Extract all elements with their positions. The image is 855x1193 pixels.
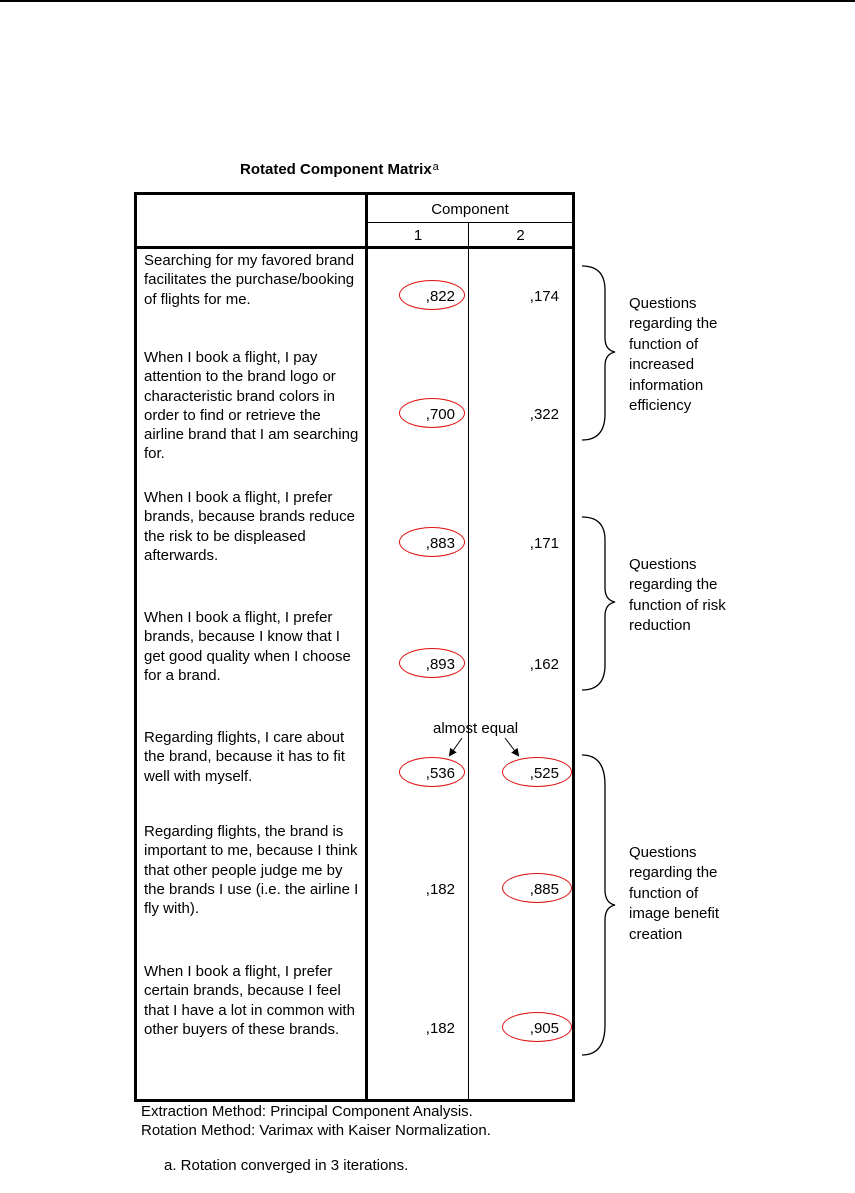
component-header: Component bbox=[431, 201, 509, 218]
loading-c1: ,182 bbox=[425, 1020, 455, 1037]
loading-c2: ,162 bbox=[529, 656, 559, 673]
loading-c2: ,905 bbox=[529, 1020, 559, 1037]
rotation-method-note: Rotation Method: Varimax with Kaiser Normalization. bbox=[141, 1122, 491, 1139]
loading-c1: ,182 bbox=[425, 881, 455, 898]
loading-c1: ,700 bbox=[425, 406, 455, 423]
row-label: Regarding flights, I care about the brand, because it has to fit well with myself. bbox=[144, 729, 345, 785]
loading-c1: ,893 bbox=[425, 656, 455, 673]
loading-c1: ,822 bbox=[425, 288, 455, 305]
loading-c2: ,171 bbox=[529, 535, 559, 552]
brace-risk-reduction bbox=[582, 517, 615, 690]
footnote-a: a. Rotation converged in 3 iterations. bbox=[164, 1157, 409, 1174]
group-label-risk-reduction: Questions regarding the function of risk reduction bbox=[629, 556, 726, 635]
row-label: When I book a flight, I prefer brands, because brands reduce the risk to be displeased afterwards. bbox=[144, 489, 355, 564]
row-label: Regarding flights, the brand is important to me, because I think that other people judge me by the brands I use (i.e. the airline I fly with). bbox=[144, 823, 359, 918]
row-label: Searching for my favored brand facilitates the purchase/booking of flights for me. bbox=[144, 252, 355, 308]
arrow-to-c1 bbox=[450, 738, 462, 755]
group-label-information-efficiency: Questions regarding the function of increased information efficiency bbox=[629, 295, 718, 415]
loading-c2: ,174 bbox=[529, 288, 559, 305]
extraction-method-note: Extraction Method: Principal Component Analysis. bbox=[141, 1103, 473, 1120]
group-label-image-benefit: Questions regarding the function of image benefit creation bbox=[629, 844, 720, 943]
loading-c1: ,536 bbox=[425, 765, 455, 782]
loading-c2: ,322 bbox=[529, 406, 559, 423]
component-1-header: 1 bbox=[413, 227, 423, 244]
component-2-header: 2 bbox=[516, 227, 525, 244]
matrix-title: Rotated Component Matrix$^a$ bbox=[240, 161, 439, 178]
row-label: When I book a flight, I prefer brands, because I know that I get good quality when I choose for a brand. bbox=[144, 609, 351, 684]
arrow-to-c2 bbox=[505, 738, 518, 755]
loading-c2: ,525 bbox=[529, 765, 559, 782]
row-label: When I book a flight, I prefer certain brands, because I feel that I have a lot in common with other buyers of these brands. bbox=[144, 963, 355, 1038]
almost-equal-annotation: almost equal bbox=[433, 720, 519, 737]
brace-information-efficiency bbox=[582, 266, 615, 440]
row-label: When I book a flight, I pay attention to the brand logo or characteristic brand colors in order to find or retrieve the airline brand that I am searching for. bbox=[144, 349, 359, 463]
brace-image-benefit bbox=[582, 755, 615, 1055]
loading-c2: ,885 bbox=[529, 881, 559, 898]
loading-c1: ,883 bbox=[425, 535, 455, 552]
